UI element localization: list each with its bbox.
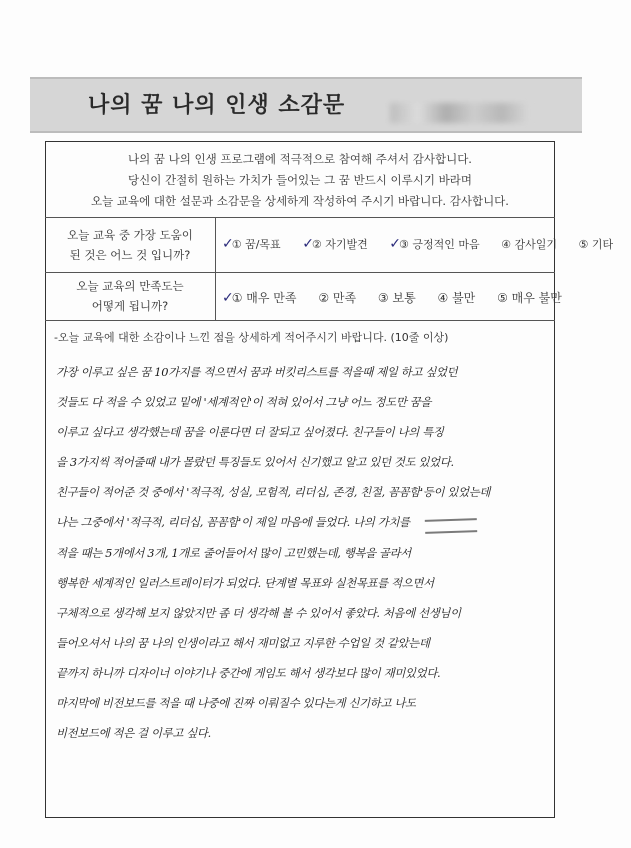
- row-divider: [45, 320, 555, 321]
- question-1-line: 된 것은 어느 것 입니까?: [69, 248, 191, 262]
- essay-line: 을 3가지씩 적어줄때 내가 몰랐던 특징들도 있어서 신기했고 알고 있던 것도 있었다.: [56, 455, 454, 470]
- intro-line: 당신이 간절히 원하는 가치가 들어있는 그 꿈 반드시 이루시기 바라며: [128, 173, 472, 187]
- page-title: 나의 꿈 나의 인생 소감문: [88, 93, 346, 118]
- check-mark-icon: ✓: [222, 290, 234, 306]
- q1-option-5[interactable]: ⑤ 기타: [578, 238, 614, 251]
- crossed-out-text: [425, 518, 477, 534]
- intro-text: [46, 149, 554, 212]
- essay-line: 비전보드에 적은 걸 이루고 싶다.: [56, 726, 211, 741]
- row-divider: [45, 272, 555, 273]
- check-mark-icon: ✓: [302, 236, 314, 252]
- essay-line: 것들도 다 적을 수 있었고 밑에 '세계적인'이 적혀 있어서 그냥 어느 정도만 꿈을: [56, 395, 432, 410]
- q1-option-3[interactable]: ✓③ 긍정적인 마음: [389, 236, 480, 252]
- question-1-line: 오늘 교육 중 가장 도움이: [67, 228, 193, 242]
- check-mark-icon: ✓: [389, 236, 402, 252]
- essay-line: 구체적으로 생각해 보지 않았지만 좀 더 생각해 볼 수 있어서 좋았다. 처음에 선생님이: [56, 605, 461, 620]
- redacted-name: [390, 103, 530, 123]
- question-1: [46, 225, 214, 265]
- intro-line: 오늘 교육에 대한 설문과 소감문을 상세하게 작성하여 주시기 바랍니다. 감사합니다.: [91, 194, 509, 208]
- essay-line: 마지막에 비전보드를 적을 때 나중에 진짜 이뤄질수 있다는게 신기하고 나도: [56, 696, 416, 711]
- essay-line: 행복한 세계적인 일러스트레이터가 되었다. 단계별 목표와 실천목표를 적으면서: [56, 575, 434, 590]
- q2-option-4[interactable]: ④ 불만: [437, 291, 476, 305]
- row-divider: [45, 217, 555, 218]
- column-divider: [215, 217, 216, 320]
- check-mark-icon: ✓: [222, 236, 234, 252]
- q2-option-3[interactable]: ③ 보통: [377, 291, 416, 305]
- essay-line: 친구들이 적어준 것 중에서 '적극적, 성실, 모험적, 리더십, 존경, 친절, 꼼꼼함'등이 있었는데: [56, 485, 491, 500]
- intro-line: 나의 꿈 나의 인생 프로그램에 적극적으로 참여해 주셔서 감사합니다.: [128, 152, 472, 166]
- question-2-line: 오늘 교육의 만족도는: [76, 279, 184, 293]
- q2-option-2[interactable]: ② 만족: [318, 291, 357, 305]
- essay-line: 적을 때는 5개에서 3개, 1개로 줄어들어서 많이 고민했는데, 행복을 골라서: [56, 545, 411, 560]
- q2-option-1[interactable]: ✓① 매우 만족: [222, 290, 297, 306]
- q1-option-4[interactable]: ④ 감사일기: [501, 238, 558, 251]
- question-2: [46, 276, 214, 316]
- q2-option-5[interactable]: ⑤ 매우 불만: [497, 291, 562, 305]
- question-2-line: 어떻게 됩니까?: [91, 299, 169, 313]
- question-1-options: [222, 236, 631, 252]
- question-2-options: [222, 289, 580, 306]
- essay-line: 나는 그중에서 '적극적, 리더십, 꼼꼼함'이 제일 마음에 들었다. 나의 가치를: [56, 515, 410, 530]
- essay-line: 끝까지 하니까 디자이너 이야기나 중간에 게임도 해서 생각보다 많이 재미있었다.: [56, 665, 441, 680]
- essay-line: 이루고 싶다고 생각했는데 꿈을 이룬다면 더 잘되고 싶어졌다. 친구들이 나의 특징: [56, 425, 444, 440]
- q1-option-2[interactable]: ✓② 자기발견: [302, 236, 368, 252]
- q1-option-1[interactable]: ✓① 꿈/목표: [222, 236, 281, 252]
- essay-line: 가장 이루고 싶은 꿈 10가지를 적으면서 꿈과 버킷리스트를 적을때 제일 하고 싶었던: [56, 365, 458, 379]
- essay-prompt: -오늘 교육에 대한 소감이나 느낀 점을 상세하게 적어주시기 바랍니다. (10줄 이상): [54, 331, 449, 344]
- essay-line: 들어오셔서 나의 꿈 나의 인생이라고 해서 재미없고 지루한 수업일 것 같았는데: [56, 635, 430, 650]
- handwritten-essay[interactable]: [56, 357, 554, 748]
